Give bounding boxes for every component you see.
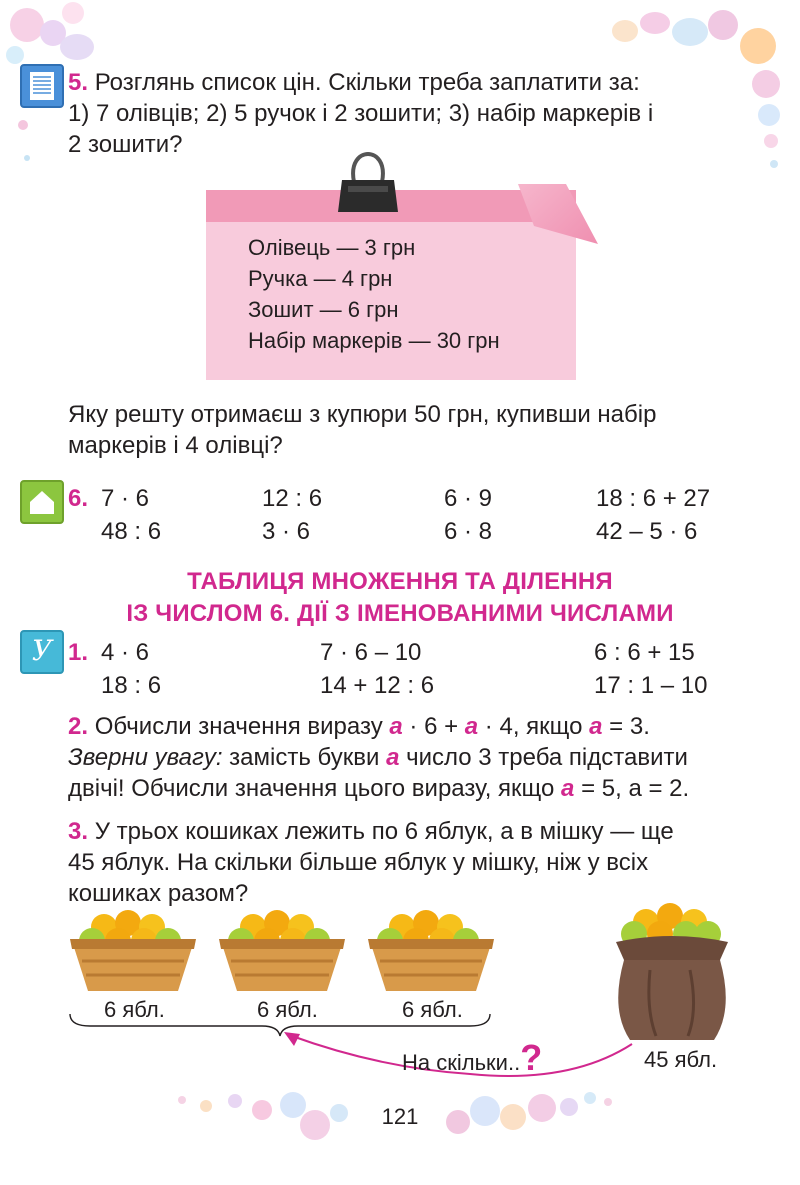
section-title-line2: ІЗ ЧИСЛОМ 6. ДІЇ З ІМЕНОВАНИМИ ЧИСЛАМИ xyxy=(126,600,674,627)
task1-number: 1. xyxy=(68,639,89,666)
task2-line1-a: Обчисли значення виразу xyxy=(94,713,390,740)
question-mark: ? xyxy=(520,1037,543,1078)
var-a: a xyxy=(464,713,479,740)
task6-expr: 12 : 6 xyxy=(262,485,323,512)
task2-text xyxy=(68,711,788,804)
task3-line2: 45 яблук. На скільки більше яблук у мішку, ніж у всіх xyxy=(68,849,649,876)
basket-label: 6 ябл. xyxy=(104,997,165,1022)
task2-line3-pre: двічі! Обчисли значення цього виразу, якщо xyxy=(68,775,562,802)
task5-text xyxy=(68,67,768,160)
task1-expr: 6 : 6 + 15 xyxy=(594,639,695,666)
price-item: Олівець — 3 грн xyxy=(248,235,416,260)
price-list-note xyxy=(206,190,576,380)
section-title-line1: ТАБЛИЦЯ МНОЖЕННЯ ТА ДІЛЕННЯ xyxy=(187,568,613,595)
task3-number: 3. xyxy=(68,818,89,845)
price-list xyxy=(248,232,500,356)
question-text: На скільки.. xyxy=(402,1050,521,1075)
task1-expr: 18 : 6 xyxy=(101,672,162,699)
task6-expr: 48 : 6 xyxy=(101,518,162,545)
var-a: a xyxy=(386,744,400,771)
task1-expr: 17 : 1 – 10 xyxy=(594,672,708,699)
task5-line3: 2 зошити? xyxy=(68,131,183,158)
task5-line2: 1) 7 олівців; 2) 5 ручок і 2 зошити; 3) набір маркерів і xyxy=(68,100,654,127)
task5-number: 5. xyxy=(68,69,89,96)
task2-line2-pre: замість букви xyxy=(222,744,387,771)
var-a: a xyxy=(589,713,603,740)
task2-line2-post: число 3 треба підставити xyxy=(399,744,688,771)
task1-expr: 4 · 6 xyxy=(101,639,150,666)
price-item: Ручка — 4 грн xyxy=(248,266,393,291)
task6-expr: 42 – 5 · 6 xyxy=(596,518,698,545)
oral-icon-letter: У xyxy=(31,634,53,667)
apple-basket-icon xyxy=(366,905,496,997)
page-number: 121 xyxy=(381,1104,419,1129)
task1-expr: 14 + 12 : 6 xyxy=(320,672,435,699)
bag-label: 45 ябл. xyxy=(644,1047,718,1072)
apple-basket-icon xyxy=(217,905,347,997)
note-label: Зверни увагу: xyxy=(68,744,223,771)
task6-number: 6. xyxy=(68,485,89,512)
task2-line1-b: = 3. xyxy=(602,713,650,740)
task5-question-line2: маркерів і 4 олівці? xyxy=(68,432,283,459)
task2-line3-post: = 5, а = 2. xyxy=(574,775,690,802)
task2-number: 2. xyxy=(68,713,89,740)
task6-expr: 6 · 9 xyxy=(444,485,493,512)
question-label xyxy=(402,1037,543,1078)
note-fold xyxy=(518,184,598,244)
oral-task-icon xyxy=(20,630,64,674)
price-item: Набір маркерів — 30 грн xyxy=(248,328,500,353)
task5-line1: Розглянь список цін. Скільки треба заплатити за: xyxy=(94,69,640,96)
expr-mid: · 6 + xyxy=(402,713,465,740)
task6-expr: 6 · 8 xyxy=(444,518,493,545)
var-a: a xyxy=(389,713,403,740)
task3-text xyxy=(68,816,788,909)
task3-line1: У трьох кошиках лежить по 6 яблук, а в мішку — ще xyxy=(94,818,674,845)
task1-expr: 7 · 6 – 10 xyxy=(320,639,422,666)
task2-line1-pre: , якщо xyxy=(512,713,590,740)
task3-line3: кошиках разом? xyxy=(68,880,249,907)
apple-basket-icon xyxy=(68,905,198,997)
basket-label: 6 ябл. xyxy=(402,997,463,1022)
task5-question xyxy=(68,399,768,461)
var-a: a xyxy=(561,775,575,802)
price-item: Зошит — 6 грн xyxy=(248,297,399,322)
basket-label: 6 ябл. xyxy=(257,997,318,1022)
task5-question-line1: Яку решту отримаєш з купюри 50 грн, купивши набір xyxy=(68,401,657,428)
binder-clip-icon xyxy=(332,152,404,214)
expr-end: · 4 xyxy=(478,713,513,740)
task6-expr: 7 · 6 xyxy=(101,485,150,512)
task6-expr: 18 : 6 + 27 xyxy=(596,485,711,512)
apple-sack-icon xyxy=(610,900,734,1044)
home-icon xyxy=(20,480,64,524)
task6-expr: 3 · 6 xyxy=(262,518,311,545)
notebook-icon xyxy=(20,64,64,108)
